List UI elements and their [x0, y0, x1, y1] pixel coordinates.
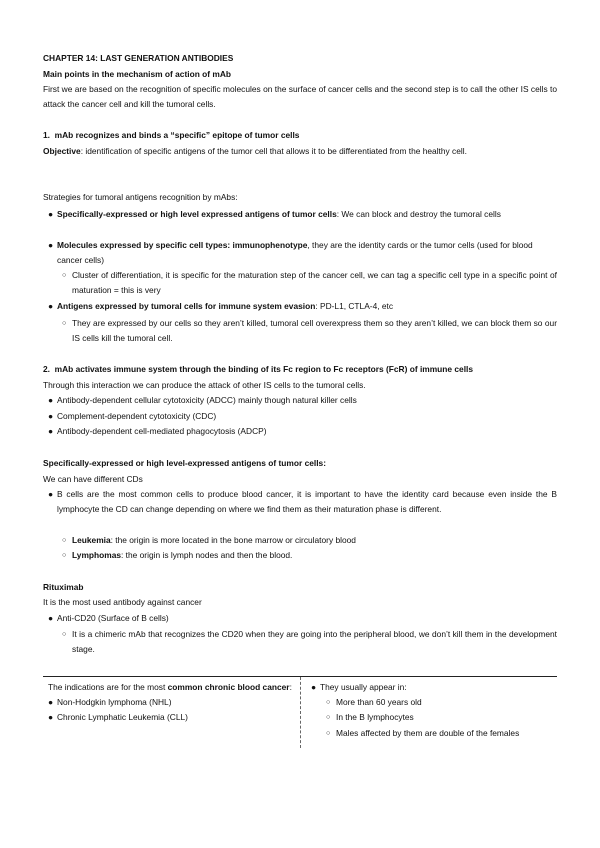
circle-bullet-icon: ○ — [62, 537, 67, 544]
rituximab-intro: It is the most used antibody against cancer — [43, 597, 202, 607]
rituximab-heading: Rituximab — [43, 582, 84, 592]
list-item: ● Specifically-expressed or high level expressed antigens of tumor cells: We can block and destroy the tumoral cells — [57, 207, 557, 222]
indications-intro: The indications are for the most common chronic blood cancer: — [48, 682, 292, 692]
bullet-icon: ● — [48, 395, 54, 405]
bullet-icon: ● — [48, 301, 54, 311]
main-points-heading: Main points in the mechanism of action of mAb — [43, 69, 231, 79]
section1-heading: 1. mAb recognizes and binds a “specific” epitope of tumor cells — [43, 130, 300, 140]
list-item: ● They usually appear in: — [320, 680, 560, 695]
bullet-icon: ● — [48, 411, 54, 421]
section3-intro: We can have different CDs — [43, 474, 143, 484]
circle-bullet-icon: ○ — [326, 729, 331, 737]
section3-heading: Specifically-expressed or high level-expressed antigens of tumor cells: — [43, 458, 326, 468]
indications-right-column — [311, 680, 561, 741]
bullet-icon: ● — [48, 712, 54, 723]
sub-list-item: ○ Males affected by them are double of the females — [336, 726, 561, 741]
section2-intro: Through this interaction we can produce the attack of other IS cells to the tumoral cells. — [43, 380, 366, 390]
chapter-title: CHAPTER 14: LAST GENERATION ANTIBODIES — [43, 53, 234, 63]
main-points-text: First we are based on the recognition of specific molecules on the surface of cancer cells and the second step is to call the other IS cells to attack the cancer cell and kill the tumoral cells. — [43, 84, 557, 110]
circle-bullet-icon: ○ — [62, 320, 67, 327]
circle-bullet-icon: ○ — [326, 699, 331, 707]
bullet-icon: ● — [48, 209, 54, 219]
list-item: ● Antibody-dependent cellular cytotoxicity (ADCC) mainly though natural killer cells — [57, 393, 557, 408]
sub-list-item: ○ Leukemia: the origin is more located in the bone marrow or circulatory blood — [72, 533, 557, 548]
sub-list-item: ○ In the B lymphocytes — [336, 710, 561, 725]
list-item: ● Antibody-dependent cell-mediated phagocytosis (ADCP) — [57, 424, 557, 439]
indications-left-column — [48, 680, 296, 726]
sub-list-item: ○ Cluster of differentiation, it is specific for the maturation step of the cancer cell, we can tag a specific cell type in a specific point of maturation = this is very — [62, 270, 557, 296]
circle-bullet-icon: ○ — [326, 714, 331, 722]
sub-list-item: ○ They are expressed by our cells so they aren’t killed, tumoral cell overexpress them so they aren’t killed, we can block them so our IS cells kill the tumoral cell. — [62, 318, 557, 344]
sub-list-item: ○ It is a chimeric mAb that recognizes the CD20 when they are going into the peripheral blood, we don’t kill them in the development stage. — [62, 629, 557, 655]
sub-list-item: ○ Lymphomas: the origin is lymph nodes and then the blood. — [72, 548, 557, 563]
bullet-icon: ● — [48, 697, 54, 708]
bullet-icon: ● — [311, 682, 317, 692]
bullet-icon: ● — [48, 489, 54, 499]
list-item: ● Antigens expressed by tumoral cells for immune system evasion: PD-L1, CTLA-4, etc — [57, 299, 557, 314]
bullet-icon: ● — [48, 240, 54, 250]
circle-bullet-icon: ○ — [62, 552, 67, 559]
sub-list-item: ○ More than 60 years old — [336, 695, 561, 710]
column-divider — [300, 677, 301, 748]
strategies-intro: Strategies for tumoral antigens recognition by mAbs: — [43, 192, 238, 202]
section1-objective: Objective: identification of specific antigens of the tumor cell that allows it to be differentiated from the healthy cell. — [43, 146, 467, 156]
list-item: ● Molecules expressed by specific cell types: immunophenotype, they are the identity cards or the tumor cells (used for blood cancer cells) — [48, 240, 533, 266]
list-item: ● Non-Hodgkin lymphoma (NHL) — [57, 695, 295, 710]
circle-bullet-icon: ○ — [62, 631, 67, 638]
bullet-icon: ● — [48, 426, 54, 436]
list-item: ● Anti-CD20 (Surface of B cells) — [57, 611, 557, 626]
list-item: ● Chronic Lymphatic Leukemia (CLL) — [57, 710, 295, 725]
circle-bullet-icon: ○ — [62, 272, 67, 279]
section2-heading: 2. mAb activates immune system through the binding of its Fc region to Fc receptors (FcR) of immune cells — [43, 364, 474, 374]
list-item: ● Complement-dependent cytotoxicity (CDC) — [57, 409, 557, 424]
indications-table — [43, 676, 557, 749]
bullet-icon: ● — [48, 613, 54, 623]
list-item: ● B cells are the most common cells to produce blood cancer, it is important to have the identity card because even inside the B lymphocyte the CD can change depending on where we find them as their maturation phase is different. — [48, 489, 557, 515]
